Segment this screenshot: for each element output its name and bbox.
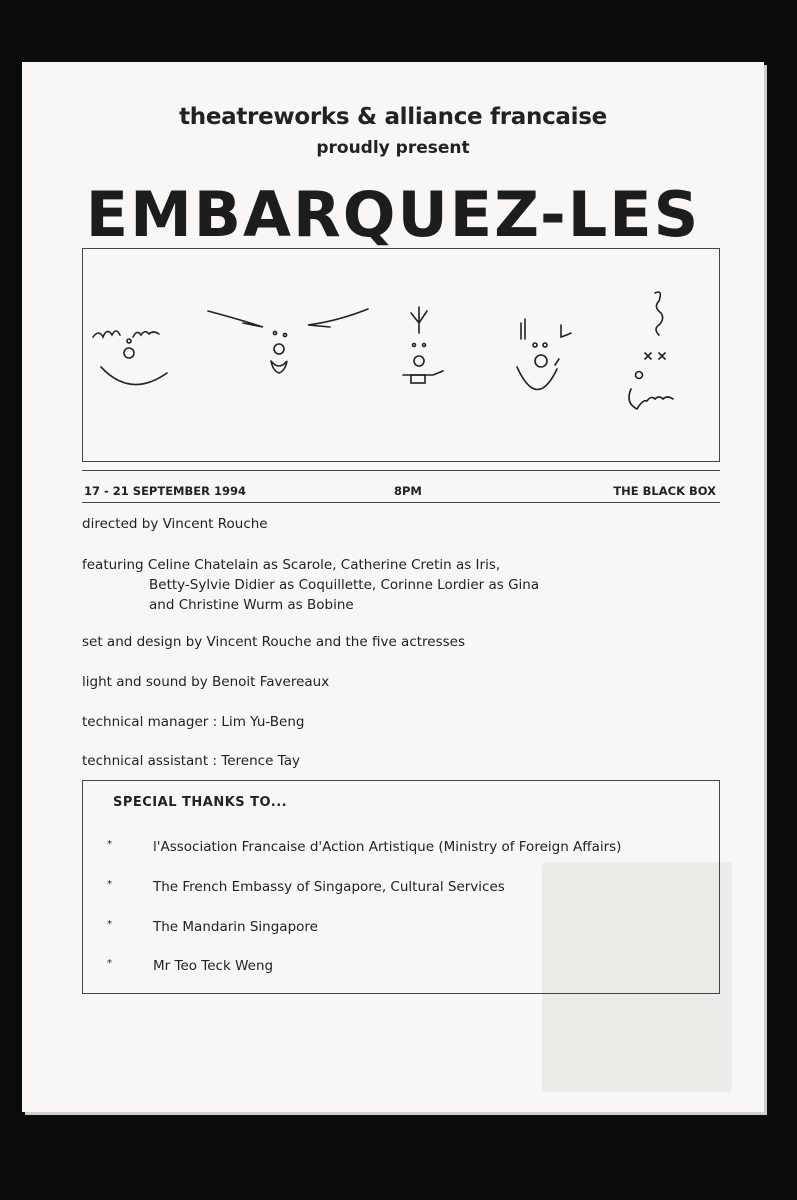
technical-manager-credit: technical manager : Lim Yu-Beng [82, 714, 305, 730]
bullet: * [107, 919, 112, 930]
proudly-present-line: proudly present [316, 138, 470, 158]
performance-dates: 17 - 21 SEPTEMBER 1994 [84, 484, 246, 498]
director-credit: directed by Vincent Rouche [82, 516, 268, 532]
bullet: * [107, 839, 112, 850]
clown-face-2 [208, 309, 368, 373]
cast-line-1: featuring Celine Chatelain as Scarole, Catherine Cretin as Iris, [82, 557, 501, 573]
cast-credit [82, 555, 539, 615]
thanks-item: * Mr Teo Teck Weng [107, 958, 274, 974]
clown-face-4 [517, 319, 571, 390]
clown-face-3 [403, 307, 443, 383]
divider-top [82, 470, 720, 471]
cast-line-2: Betty-Sylvie Didier as Coquillette, Corinne Lordier as Gina [149, 577, 540, 593]
programme-sheet [22, 62, 764, 1112]
technical-assistant-credit: technical assistant : Terence Tay [82, 753, 300, 769]
bullet: * [107, 958, 112, 969]
clown-face-1 [93, 331, 167, 385]
thanks-item: * l'Association Francaise d'Action Artistique (Ministry of Foreign Affairs) [107, 839, 622, 855]
special-thanks-box [82, 780, 720, 994]
thanks-item: * The Mandarin Singapore [107, 919, 318, 935]
cast-line-3: and Christine Wurm as Bobine [149, 597, 354, 613]
presenters-line: theatreworks & alliance francaise [179, 104, 607, 130]
performance-venue: THE BLACK BOX [613, 484, 716, 498]
bullet: * [107, 879, 112, 890]
clown-faces-illustration [82, 248, 720, 462]
set-design-credit: set and design by Vincent Rouche and the five actresses [82, 634, 465, 650]
performance-info [82, 482, 720, 500]
thanks-item: * The French Embassy of Singapore, Cultural Services [107, 879, 505, 895]
show-title: EMBARQUEZ-LES [85, 178, 701, 251]
light-sound-credit: light and sound by Benoit Favereaux [82, 674, 330, 690]
divider-bottom [82, 502, 720, 503]
performance-time: 8PM [394, 484, 422, 498]
clown-face-5 [629, 292, 673, 409]
special-thanks-title: SPECIAL THANKS TO... [113, 795, 288, 810]
